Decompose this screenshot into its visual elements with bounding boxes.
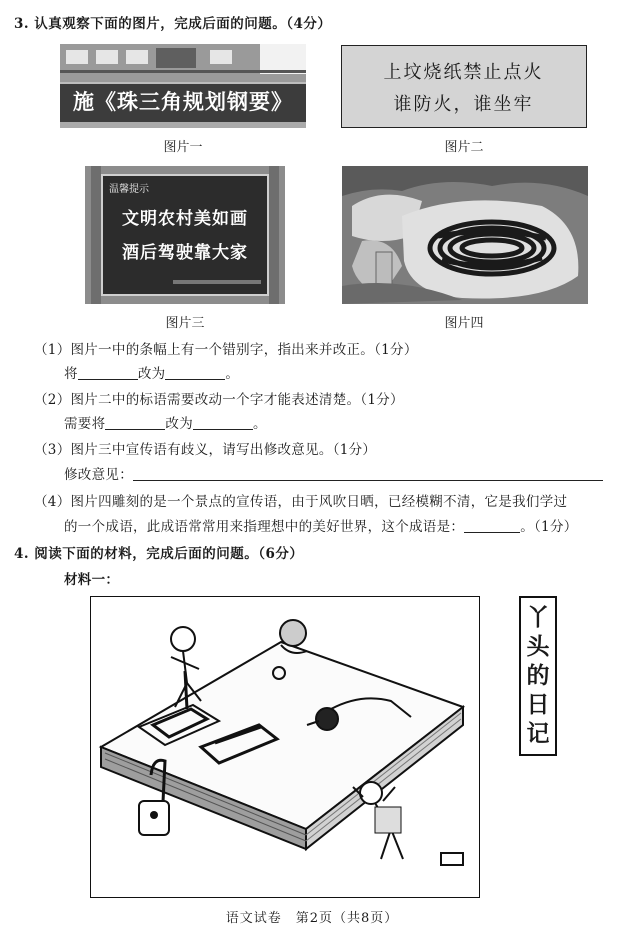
picture-3-caption: 图片三 [165,316,205,331]
cartoon-title-char: 日 [526,692,550,718]
slogan-line-1: 上坟烧纸禁止点火 [383,62,544,83]
answer-suffix: 。 [253,416,267,432]
rock-carving-illustration [342,166,588,304]
billboard-line-2: 酒后驾驶靠大家 [122,243,248,263]
picture-1-caption: 图片一 [163,140,203,155]
picture-4-caption: 图片四 [444,316,484,331]
answer-prefix: 需要将 [64,416,106,432]
page-footer: 语文试卷 第2页（共8页） [225,911,399,926]
question-3-heading: 3. 认真观察下面的图片，完成后面的问题。（4分） [14,16,332,32]
sub-question-4-line-1: （4）图片四雕刻的是一个景点的宣传语，由于风吹日晒，已经模糊不清，它是我们学过 [34,494,568,510]
billboard-board [101,174,269,296]
cartoon-title-char: 头 [526,634,550,660]
material-1-label: 材料一： [64,572,120,588]
answer-blank-revision[interactable] [133,467,603,481]
banner-text: 施《珠三角规划钢要》 [73,90,293,114]
sub-question-1: （1）图片一中的条幅上有一个错别字，指出来并改正。（1分） [34,342,418,358]
sub-question-3: （3）图片三中宣传语有歧义，请写出修改意见。（1分） [34,442,377,458]
billboard-tip: 温馨提示 [109,184,149,195]
answer-prefix: 修改意见： [64,467,133,483]
billboard-line-1: 文明农村美如画 [122,209,248,229]
answer-prefix: 将 [64,366,78,382]
sub-question-3-answer-row [64,463,603,483]
picture-2-slogan-sign [341,45,587,128]
picture-4-rock-carving-photo [342,166,588,304]
answer-blank-wrong-char[interactable] [78,366,138,380]
cartoon-title-char: 记 [526,721,550,747]
giant-book-cartoon [91,597,478,896]
answer-blank-new-char[interactable] [193,416,253,430]
answer-blank-idiom[interactable] [464,519,520,533]
answer-middle: 改为 [165,416,194,432]
slogan-line-2: 谁防火，谁坐牢 [393,94,534,115]
answer-suffix: 。 [225,366,240,382]
picture-2-caption: 图片二 [444,140,484,155]
answer-blank-original-char[interactable] [105,416,165,430]
cartoon-title-char: 丫 [526,605,550,631]
material-1-cartoon [90,596,480,898]
answer-blank-correct-char[interactable] [165,366,225,380]
sub-question-4-line-2 [64,515,578,535]
sub-question-2: （2）图片二中的标语需要改动一个字才能表述清楚。（1分） [34,392,404,408]
answer-middle: 改为 [137,366,166,382]
sub-question-4-suffix: 。（1分） [520,519,578,535]
sub-question-1-answer-row [64,362,239,382]
sub-question-4-text: 的一个成语，此成语常常用来指理想中的美好世界，这个成语是： [64,519,465,535]
cartoon-title-box [519,596,557,756]
picture-3-billboard-photo [85,166,285,304]
picture-1-banner-photo [60,44,306,128]
sub-question-2-answer-row [64,412,267,432]
question-4-heading: 4. 阅读下面的材料，完成后面的问题。（6分） [14,546,304,562]
cartoon-title-char: 的 [526,663,550,689]
